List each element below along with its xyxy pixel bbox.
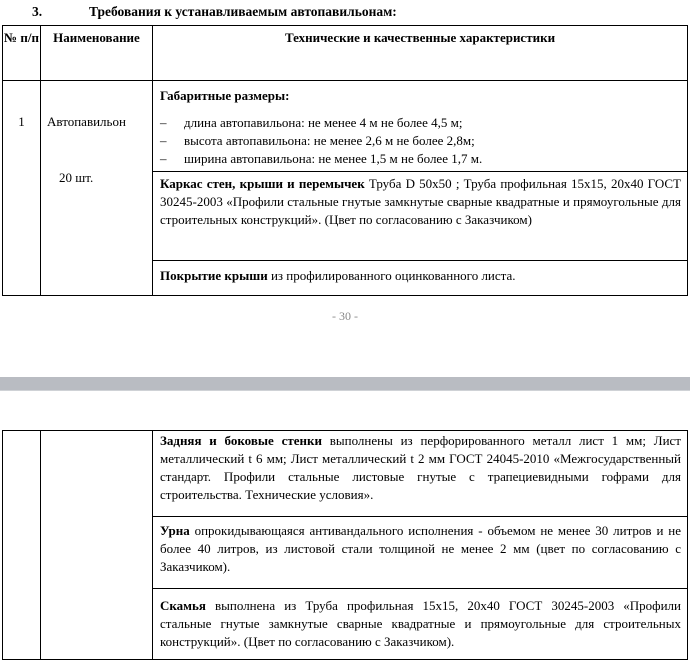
roof-cell [153,261,688,296]
frame-label: Каркас стен, крыши и перемычек [160,176,365,191]
row-number-cell [3,81,41,296]
urn-text: опрокидывающаяся антивандального исполнения - объемом не менее 30 литров и не более 40 литров, из листовой стали толщиной не менее 2 мм (цвет по согласованию с Заказчиком). [160,523,681,574]
page-number: - 30 - [332,309,358,323]
empty-number-cell [3,431,41,660]
header-name: Наименование [41,26,153,81]
table-row [3,431,688,517]
header-spec: Технические и качественные характеристики [153,26,688,81]
frame-text: Труба D 50х50 ; Труба профильная 15х15, 20х40 ГОСТ 30245-2003 «Профили стальные гнутые замкнутые сварные квадратные и прямоугольные для строительных конструкций». (Цвет по согласованию с Заказчиком) [160,176,681,227]
dimensions-cell [153,81,688,172]
page-break-line [0,390,690,391]
walls-label: Задняя и боковые стенки [160,433,322,448]
header-num: № п/п [3,26,41,81]
dimensions-title: Габаритные размеры: [160,88,290,103]
list-item: – высота автопавильона: не менее 2,6 м не более 2,8м; [160,133,475,148]
list-item: – длина автопавильона: не менее 4 м не более 4,5 м; [160,115,463,130]
section-title: Требования к устанавливаемым автопавильонам: [89,4,397,19]
item-name: Автопавильон [47,114,126,129]
requirements-table-page1 [2,25,688,296]
section-number: 3. [32,4,43,19]
list-item: – ширина автопавильона: не менее 1,5 м не более 1,7 м. [160,151,483,166]
bench-cell [153,589,688,660]
urn-label: Урна [160,523,190,538]
page-break-band [0,377,690,390]
section-heading [0,2,690,22]
frame-cell [153,172,688,261]
roof-text: из профилированного оцинкованного листа. [267,268,516,283]
table-row [3,81,688,172]
empty-name-cell [41,431,153,660]
urn-cell [153,517,688,589]
walls-text: выполнены из перфорированного металл лист 1 мм; Лист металлический t 6 мм; Лист металлический t 2 мм ГОСТ 24045-2010 «Межгосударственный стандарт. Профили стальные листовые гнутые с трапециевидными гофрами для строительства. Технические условия». [160,433,681,502]
roof-label: Покрытие крыши [160,268,268,283]
requirements-table-page2 [2,430,688,660]
item-quantity: 20 шт. [59,170,94,185]
row-number: 1 [18,114,25,129]
walls-cell [153,431,688,517]
table-header-row [3,26,688,81]
bench-text: выполнена из Труба профильная 15х15, 20х40 ГОСТ 30245-2003 «Профили стальные гнутые замкнутые сварные квадратные и прямоугольные для строительных конструкций». (Цвет по согласованию с Заказчиком). [160,598,681,649]
item-name-cell [41,81,153,296]
bench-label: Скамья [160,598,206,613]
